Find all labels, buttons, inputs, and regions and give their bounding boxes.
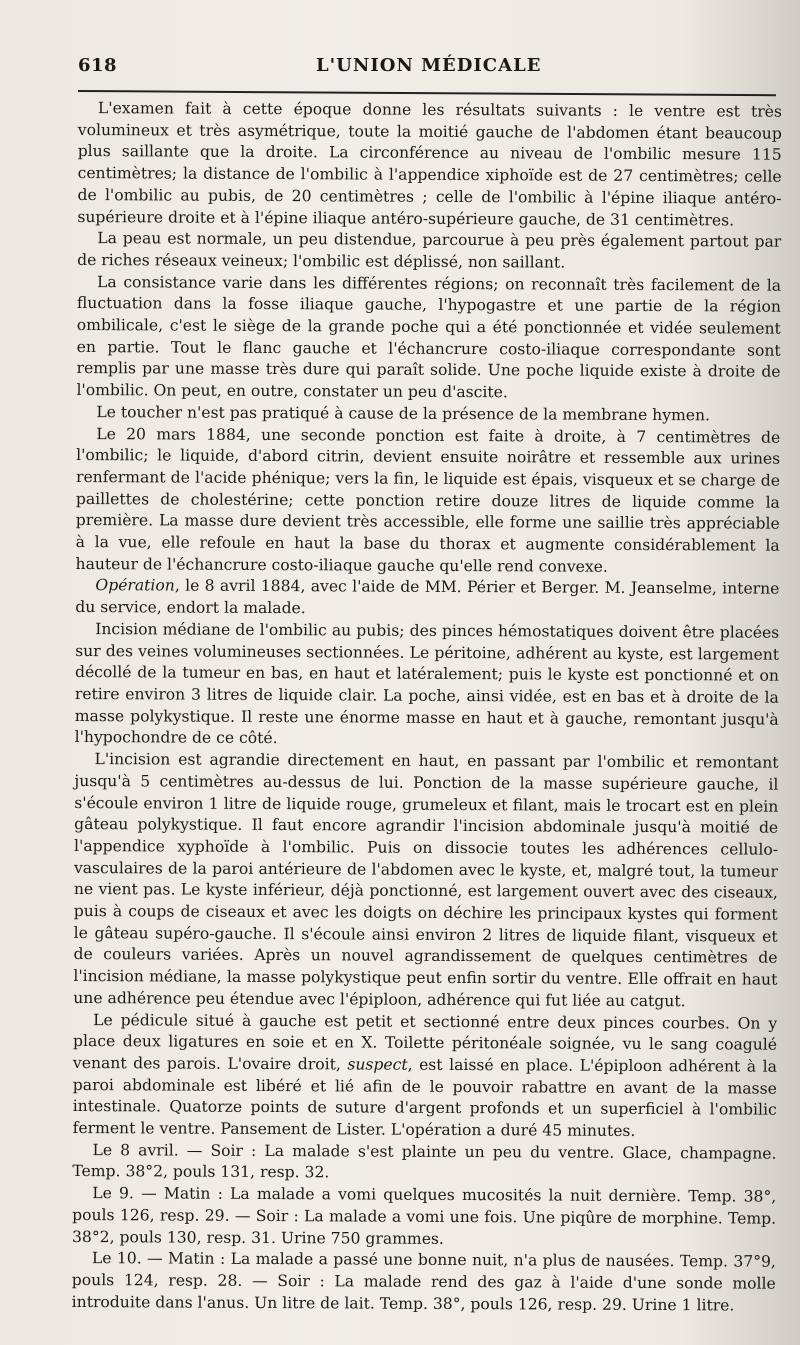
paragraph-operation — [75, 575, 779, 622]
header-rule — [78, 90, 776, 96]
operation-text: , le 8 avril 1884, avec l'aide de MM. Périer et Berger. M. Jeanselme, interne du service, endort la malade. — [75, 576, 780, 618]
paragraph-skin: La peau est normale, un peu distendue, parcourue à peu près également partout par de riches réseaux veineux; l'ombilic est déplissé, non saillant. — [77, 229, 782, 272]
paragraph-pedicle — [73, 1010, 778, 1144]
paragraph-touch: Le toucher n'est pas pratiqué à cause de la présence de la membrane hymen. — [96, 402, 711, 425]
article-body — [72, 98, 782, 1317]
paragraph-examination: L'examen fait à cette époque donne les résultats suivants : le ventre est très volumineux et très asymétrique, toute la moitié gauche de l'abdomen étant beaucoup plus saillante que la droite. La circonférence au niveau de l'ombilic mesure 115 centimètres; la distance de l'ombilic à l'appendice xiphoïde est de 27 centimètres; celle de l'ombilic au pubis, de 20 centimètres ; celle de l'ombilic à l'épine iliaque antéro-supérieure droite et à l'épine iliaque antéro-supérieure gauche, de 31 centimètres. — [77, 99, 782, 229]
pedicle-text-after: , est laissé en place. L'épiploon adhérent à la paroi abdominale est libéré et lié afin de le pouvoir rabattre en avant de la masse intestinale. Quatorze points de suture d'argent profonds et un superficiel à l'ombilic ferment le ventre. Pansement de Lister. L'opération a duré 45 minutes. — [72, 1055, 777, 1140]
paragraph-second-puncture: Le 20 mars 1884, une seconde ponction est faite à droite, à 7 centimètres de l'ombilic; le liquide, d'abord citrin, devient ensuite noirâtre et ressemble aux urines renfermant de l'acide phénique; vers la fin, le liquide est épais, visqueux et se charge de paillettes de cholestérine; cette ponction retire douze litres de liquide comme la première. La masse dure devient très accessible, elle forme une saillie très appréciable à la vue, elle refoule en haut la base du thorax et augmente considérablement la hauteur de l'échancrure costo-iliaque gauche qu'elle rend convexe. — [75, 424, 781, 576]
running-head — [78, 55, 760, 85]
operation-label: Opération — [95, 576, 175, 595]
paragraph-consistency: La consistance varie dans les différentes régions; on reconnaît très facilement de la fluctuation dans la fosse iliaque gauche, l'hypogastre et une partie de la région ombilicale, c'est le siège de la grande poche qui a été ponctionnée et vidée seulement en partie. Tout le flanc gauche et l'échancrure costo-iliaque correspondante sont remplis par une masse très dure qui paraît solide. Une poche liquide existe à droite de l'ombilic. On peut, en outre, constater un peu d'ascite. — [76, 272, 782, 402]
paragraph-april-9: Le 9. — Matin : La malade a vomi quelques mucosités la nuit dernière. Temp. 38°, pouls 126, resp. 29. — Soir : La malade a vomi une fois. Une piqûre de morphine. Temp. 38°2, pouls 130, resp. 31. Urine 750 grammes. — [71, 1184, 777, 1248]
paragraph-april-8: Le 8 avril. — Soir : La malade s'est plainte un peu du ventre. Glace, champagne. Temp. 38°2, pouls 131, resp. 32. — [72, 1140, 777, 1182]
paragraph-enlarged-incision: L'incision est agrandie directement en haut, en passant par l'ombilic et remontant jusqu'à 5 centimètres au-dessus de lui. Ponction de la masse supérieure gauche, il s'écoule environ 1 litre de liquide rouge, grumeleux et filant, mais le trocart est en plein gâteau polykystique. Il faut encore agrandir l'incision abdominale jusqu'à moitié de l'appendice xyphoïde à l'ombilic. Puis on dissocie toutes les adhérences cellulo-vasculaires de la paroi antérieure de l'abdomen avec le kyste, et, malgré tout, la tumeur ne vient pas. Le kyste inférieur, déjà ponctionné, est largement ouvert avec des ciseaux, puis à coups de ciseaux et avec les doigts on déchire les principaux kystes qui forment le gâteau supéro-gauche. Il s'écoule ainsi environ 2 litres de liquide filant, visqueux et de couleurs variées. Après un nouvel agrandissement de quelques centimètres de l'incision médiane, la masse polykystique peut enfin sortir du ventre. Elle offrait en haut une adhérence peu étendue avec l'épiploon, adhérence qui fut liée au catgut. — [73, 750, 779, 1011]
page-number: 618 — [78, 55, 118, 76]
paragraph-incision: Incision médiane de l'ombilic au pubis; des pinces hémostatiques doivent être placées sur des veines volumineuses sectionnées. Le péritoine, adhérent au kyste, est largement décollé de la tumeur en bas, en haut et latéralement; puis le kyste est ponctionné et on retire environ 3 litres de liquide clair. La poche, ainsi vidée, est en bas et à droite de la masse polykystique. Il reste une énorme masse en haut et à gauche, remontant jusqu'à l'hypochondre de ce côté. — [74, 619, 780, 748]
journal-title: L'UNION MÉDICALE — [316, 55, 542, 76]
pedicle-text-before: Le pédicule situé à gauche est petit et sectionné entre deux pinces courbes. On y place deux ligatures en soie et en X. Toilette péritonéale soignée, vu le sang coagulé venant des parois. L'ovaire droit, — [72, 1010, 778, 1074]
pedicle-italic: suspect — [347, 1055, 408, 1074]
paragraph-april-10: Le 10. — Matin : La malade a passé une bonne nuit, n'a plus de nausées. Temp. 37°9, pouls 124, resp. 28. — Soir : La malade rend des gaz à l'aide d'une sonde molle introduite dans l'anus. Un litre de lait. Temp. 38°, pouls 126, resp. 29. Urine 1 litre. — [71, 1249, 776, 1315]
